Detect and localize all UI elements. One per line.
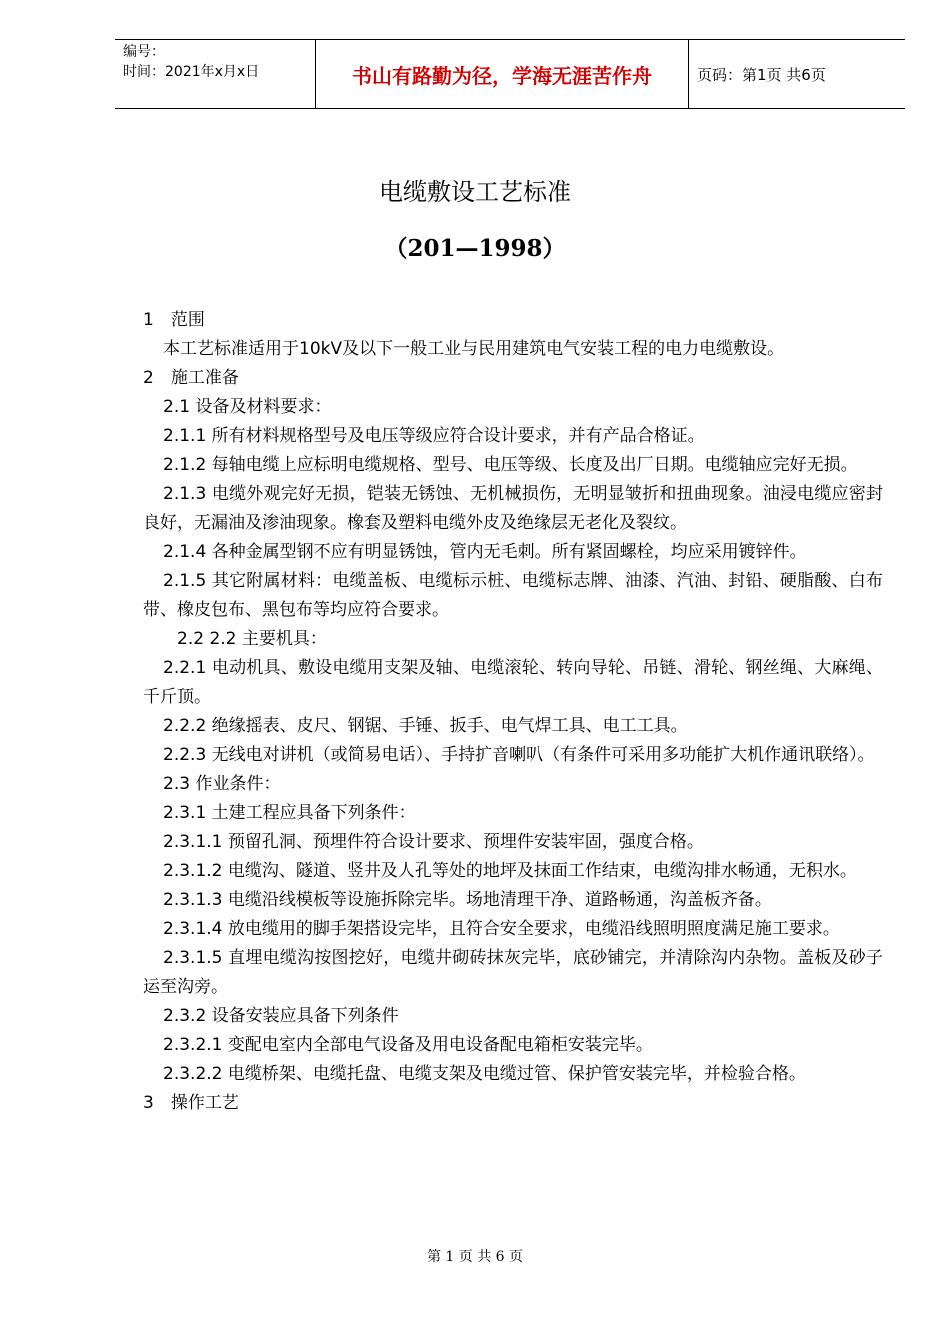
body-paragraph: 2.3.1 土建工程应具备下列条件： — [163, 803, 416, 823]
page-footer: 第 1 页 共 6 页 — [426, 1249, 524, 1265]
body-paragraph: 2.2 2.2 主要机具： — [177, 629, 327, 649]
body-paragraph: 2.3.1.1 预留孔洞、预埋件符合设计要求、预埋件安装牢固，强度合格。 — [163, 832, 704, 852]
body-paragraph: 2.1.1 所有材料规格型号及电压等级应符合设计要求，并有产品合格证。 — [163, 426, 705, 446]
body-paragraph: 2.3.1.3 电缆沿线模板等设施拆除完毕。场地清理干净、道路畅通，沟盖板齐备。 — [163, 890, 772, 910]
document-body — [143, 306, 883, 1118]
body-paragraph: 2.1 设备及材料要求： — [163, 397, 332, 417]
document-number-label: 编号： — [123, 44, 165, 60]
body-paragraph: 2.3.2.1 变配电室内全部电气设备及用电设备配电箱柜安装完毕。 — [163, 1035, 653, 1055]
body-paragraph: 2.3.1.5 直埋电缆沟按图挖好，电缆井砌砖抹灰完毕，底砂铺完，并清除沟内杂物。盖板及砂子运至沟旁。 — [143, 948, 883, 997]
body-paragraph: 2.3.1.4 放电缆用的脚手架搭设完毕，且符合安全要求，电缆沿线照明照度满足施工要求。 — [163, 919, 840, 939]
section-heading: 3 操作工艺 — [143, 1093, 239, 1113]
document-code: （201—1998） — [384, 235, 566, 262]
body-paragraph: 2.2.1 电动机具、敷设电缆用支架及轴、电缆滚轮、转向导轮、吊链、滑轮、钢丝绳、大麻绳、千斤顶。 — [143, 658, 883, 707]
document-time-label: 时间：2021年x月x日 — [123, 64, 260, 80]
body-paragraph: 2.3 作业条件： — [163, 774, 281, 794]
header-motto: 书山有路勤为径，学海无涯苦作舟 — [315, 40, 689, 108]
body-paragraph: 2.2.2 绝缘摇表、皮尺、钢锯、手锤、扳手、电气焊工具、电工工具。 — [163, 716, 688, 736]
body-paragraph: 2.2.3 无线电对讲机（或简易电话）、手持扩音喇叭（有条件可采用多功能扩大机作通讯联络）。 — [163, 745, 875, 765]
document-title: 电缆敷设工艺标准 — [379, 178, 571, 206]
section-heading: 1 范围 — [143, 310, 205, 330]
body-paragraph: 2.3.2 设备安装应具备下列条件 — [163, 1006, 399, 1026]
body-paragraph: 2.1.4 各种金属型钢不应有明显锈蚀，管内无毛刺。所有紧固螺栓，均应采用镀锌件。 — [163, 542, 807, 562]
section-heading: 2 施工准备 — [143, 368, 239, 388]
body-paragraph: 2.1.3 电缆外观完好无损，铠装无锈蚀、无机械损伤，无明显皱折和扭曲现象。油浸电缆应密封良好，无漏油及渗油现象。橡套及塑料电缆外皮及绝缘层无老化及裂纹。 — [143, 484, 883, 533]
body-paragraph: 2.3.2.2 电缆桥架、电缆托盘、电缆支架及电缆过管、保护管安装完毕，并检验合格。 — [163, 1064, 806, 1084]
body-paragraph: 2.3.1.2 电缆沟、隧道、竖井及人孔等处的地坪及抹面工作结束，电缆沟排水畅通，无积水。 — [163, 861, 857, 881]
body-paragraph: 本工艺标准适用于10kV及以下一般工业与民用建筑电气安装工程的电力电缆敷设。 — [163, 339, 785, 359]
header-page-info: 页码：第1页 共6页 — [697, 65, 826, 84]
body-paragraph: 2.1.2 每轴电缆上应标明电缆规格、型号、电压等级、长度及出厂日期。电缆轴应完好无损。 — [163, 455, 858, 475]
page-header — [115, 39, 905, 109]
header-meta — [115, 40, 315, 108]
body-paragraph: 2.1.5 其它附属材料：电缆盖板、电缆标示桩、电缆标志牌、油漆、汽油、封铅、硬脂酸、白布带、橡皮包布、黑包布等均应符合要求。 — [143, 571, 883, 620]
